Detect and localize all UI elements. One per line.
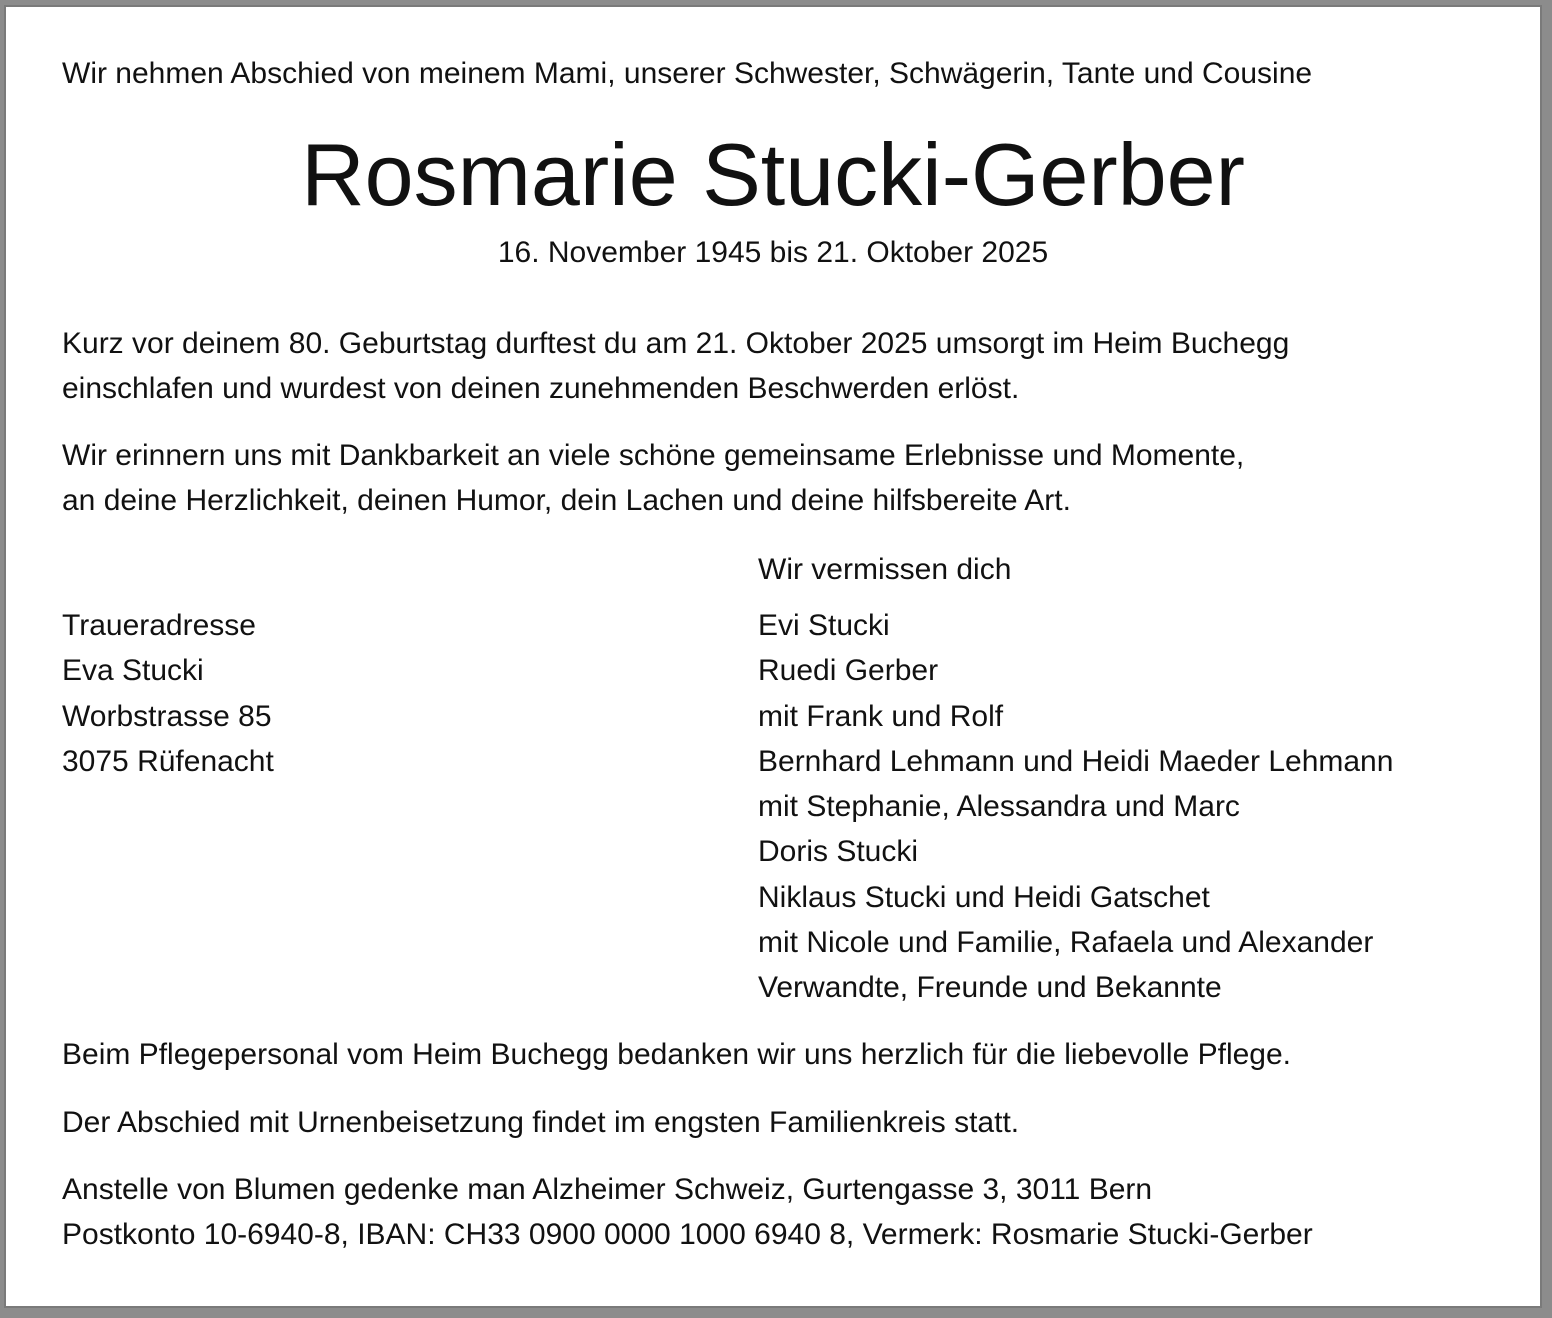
donation-line: Postkonto 10-6940-8, IBAN: CH33 0900 0000 1000 6940 8, Vermerk: Rosmarie Stucki-Gerber — [62, 1218, 1313, 1251]
miss-you-heading: Wir vermissen dich — [758, 553, 1012, 586]
thanks-note: Beim Pflegepersonal vom Heim Buchegg bedanken wir uns herzlich für die liebevolle Pflege. — [62, 1038, 1292, 1071]
paragraph-line: einschlafen und wurdest von deinen zunehmenden Beschwerden erlöst. — [62, 372, 1020, 405]
passing-paragraph — [62, 321, 1289, 411]
mourner-line: Evi Stucki — [758, 609, 890, 642]
mourner-line: mit Frank und Rolf — [758, 699, 1004, 733]
address-line: 3075 Rüfenacht — [62, 744, 274, 778]
memories-paragraph — [62, 433, 1244, 523]
mourning-address — [62, 603, 274, 784]
life-dates: 16. November 1945 bis 21. Oktober 2025 — [497, 236, 1049, 269]
donation-note — [62, 1167, 1313, 1257]
deceased-name: Rosmarie Stucki-Gerber — [301, 125, 1245, 224]
mourner-line: mit Stephanie, Alessandra und Marc — [758, 790, 1240, 824]
paragraph-line: Wir erinnern uns mit Dankbarkeit an viele schöne gemeinsame Erlebnisse und Momente, — [62, 439, 1245, 472]
mourner-line: mit Nicole und Familie, Rafaela und Alexander — [758, 926, 1374, 960]
mourner-line: Niklaus Stucki und Heidi Gatschet — [758, 880, 1210, 914]
paragraph-line: Kurz vor deinem 80. Geburtstag durftest du am 21. Oktober 2025 umsorgt im Heim Buchegg — [62, 327, 1290, 360]
mourners-list — [758, 603, 1393, 1011]
address-line: Worbstrasse 85 — [62, 699, 272, 733]
address-line: Eva Stucki — [62, 654, 204, 688]
mourner-line: Doris Stucki — [758, 835, 919, 869]
farewell-note: Der Abschied mit Urnenbeisetzung findet im engsten Familienkreis statt. — [62, 1106, 1020, 1139]
donation-line: Anstelle von Blumen gedenke man Alzheimer Schweiz, Gurtengasse 3, 3011 Bern — [62, 1173, 1153, 1206]
paragraph-line: an deine Herzlichkeit, deinen Humor, dein Lachen und deine hilfsbereite Art. — [62, 484, 1071, 517]
intro-line: Wir nehmen Abschied von meinem Mami, unserer Schwester, Schwägerin, Tante und Cousine — [62, 57, 1313, 90]
mourner-line: Verwandte, Freunde und Bekannte — [758, 971, 1222, 1005]
mourner-line: Ruedi Gerber — [758, 654, 939, 688]
address-line: Traueradresse — [62, 609, 256, 642]
obituary-notice — [4, 5, 1542, 1308]
mourner-line: Bernhard Lehmann und Heidi Maeder Lehmann — [758, 744, 1394, 778]
